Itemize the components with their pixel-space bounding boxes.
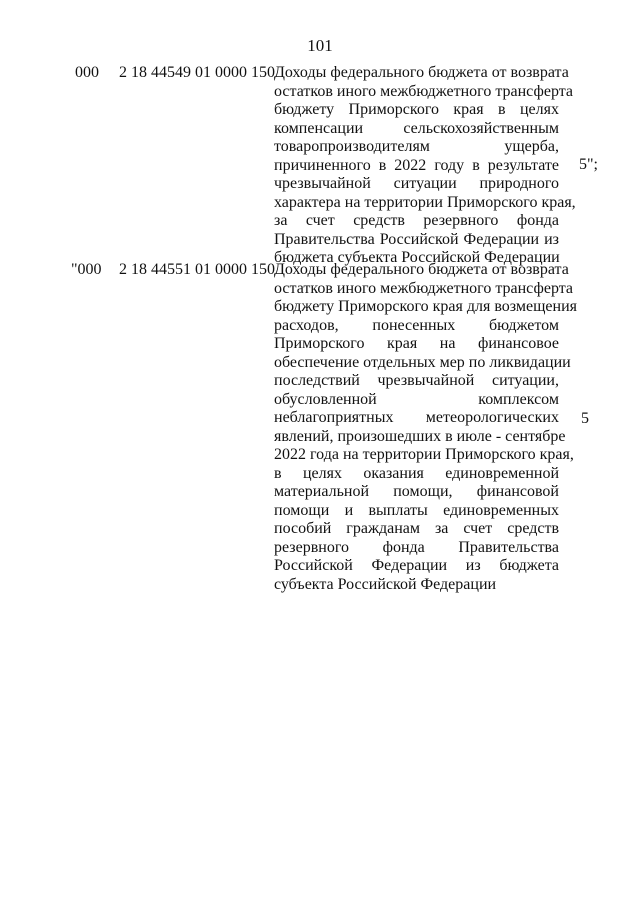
description-line: обусловленной комплексом — [274, 390, 559, 408]
description-line: Приморского края на финансовое — [274, 335, 559, 352]
description-line: резервного фонда Правительства — [274, 538, 559, 556]
description-line: остатков иного межбюджетного трансферта — [274, 279, 574, 297]
description-line: расходов, понесенных бюджетом — [274, 316, 559, 334]
description-line: Доходы федерального бюджета от возврата — [274, 261, 569, 278]
income-description — [274, 261, 578, 594]
income-description — [274, 64, 576, 268]
description-line: пособий гражданам за счет средств — [274, 520, 559, 537]
income-code: 2 18 44549 01 0000 150 — [119, 64, 275, 81]
page-number: 101 — [307, 36, 333, 55]
description-line: компенсации сельскохозяйственным — [274, 119, 559, 137]
description-line: последствий чрезвычайной ситуации, — [274, 372, 559, 389]
description-line: в целях оказания единовременной — [274, 464, 559, 482]
description-line: бюджета субъекта Российской Федерации — [274, 249, 560, 266]
description-line: субъекта Российской Федерации — [274, 575, 497, 593]
description-line: товаропроизводителям ущерба, — [274, 138, 559, 155]
description-line: материальной помощи, финансовой — [274, 483, 559, 500]
description-line: характера на территории Приморского края, — [274, 193, 576, 211]
description-line: Правительства Российской Федерации из — [274, 230, 559, 248]
description-line: 2022 года на территории Приморского края, — [274, 446, 574, 463]
description-line: остатков иного межбюджетного трансферта — [274, 82, 574, 100]
description-line: помощи и выплаты единовременных — [274, 501, 559, 519]
description-line: причиненного в 2022 году в результате — [274, 156, 559, 174]
description-line: бюджету Приморского края для возмещения — [274, 298, 578, 315]
admin-code: 000 — [75, 64, 99, 81]
description-line: бюджету Приморского края в целях — [274, 101, 559, 118]
income-code: 2 18 44551 01 0000 150 — [119, 261, 275, 278]
amount-value: 5 — [581, 410, 589, 427]
description-line: чрезвычайной ситуации природного — [274, 175, 559, 192]
admin-code: "000 — [71, 261, 102, 278]
description-line: Российской Федерации из бюджета — [274, 557, 559, 574]
description-line: за счет средств резервного фонда — [274, 212, 559, 229]
description-line: Доходы федерального бюджета от возврата — [274, 64, 569, 81]
description-line: обеспечение отдельных мер по ликвидации — [274, 353, 571, 371]
amount-value: 5"; — [579, 156, 598, 173]
description-line: явлений, произошедших в июле - сентябре — [274, 427, 566, 445]
description-line: неблагоприятных метеорологических — [274, 409, 559, 426]
